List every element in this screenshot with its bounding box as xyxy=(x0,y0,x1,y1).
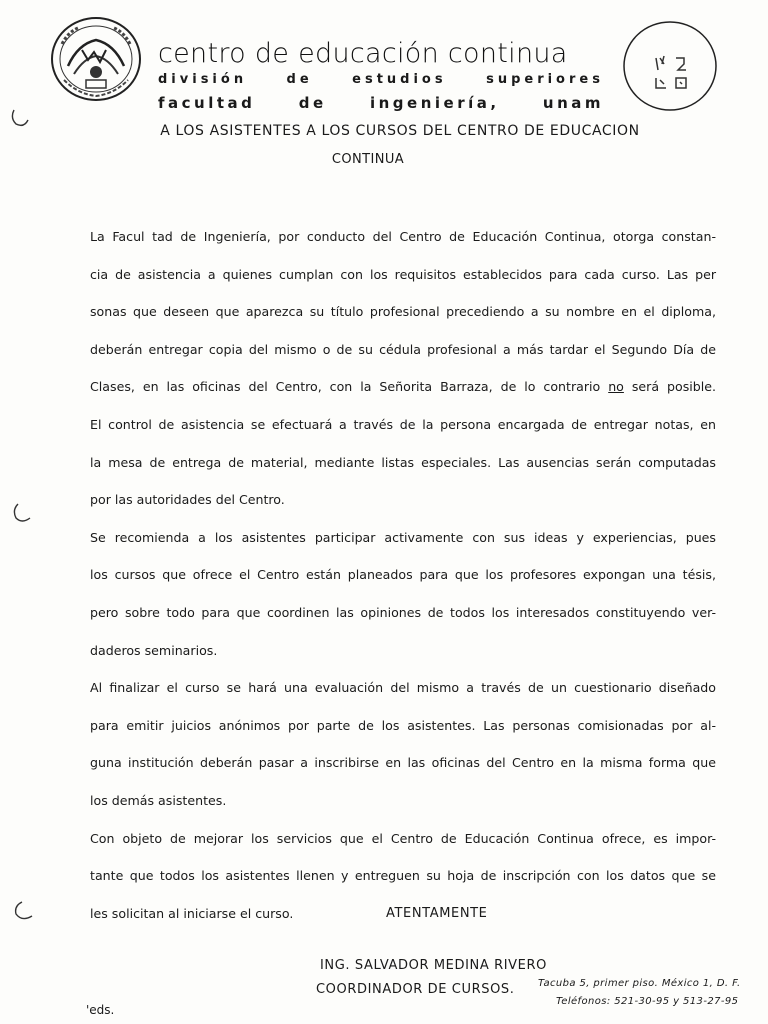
body-line: para emitir juicios anónimos por parte de los asistentes. Las personas comisionadas por al- xyxy=(90,717,716,733)
punch-hole-icon xyxy=(10,500,34,524)
body-line: deberán entregar copia del mismo o de su cédula profesional a más tardar el Segundo Día de xyxy=(90,341,716,357)
footer-mark: 'eds. xyxy=(86,1003,115,1017)
body-line: pero sobre todo para que coordinen las opiniones de todos los interesados constituyendo ver- xyxy=(90,604,716,620)
body-line: Al finalizar el curso se hará una evaluación del mismo a través de un cuestionario diseñado xyxy=(90,680,716,696)
division-word: de xyxy=(286,72,313,87)
body-line: los cursos que ofrece el Centro están planeados para que los profesores expongan una tésis, xyxy=(90,567,716,583)
address-line: Tacuba 5, primer piso. México 1, D. F. xyxy=(538,978,741,989)
signatory-role: COORDINADOR DE CURSOS. xyxy=(316,982,515,997)
letter-heading-line1: A LOS ASISTENTES A LOS CURSOS DEL CENTRO DE EDUCACION xyxy=(160,123,640,139)
body-line-text: Clases, en las oficinas del Centro, con la Señorita Barraza, de lo contrario xyxy=(90,379,601,395)
underlined-word: no xyxy=(608,379,624,395)
faculty-word: facultad xyxy=(158,94,256,112)
punch-hole-icon xyxy=(8,104,32,128)
body-line: los demás asistentes. xyxy=(90,792,227,808)
division-word: división xyxy=(158,72,248,87)
body-line: sonas que deseen que aparezca su título profesional precediendo a su nombre en el diploma, xyxy=(90,304,716,320)
letter-body xyxy=(90,218,716,932)
faculty-word: de xyxy=(298,94,327,112)
faculty-word: unam xyxy=(542,94,604,112)
division-word: estudios xyxy=(352,72,447,87)
body-line: daderos seminarios. xyxy=(90,642,218,658)
division-word: superiores xyxy=(486,72,604,87)
institution-title: centro de educación continua xyxy=(158,38,568,69)
body-line: Se recomienda a los asistentes participar activamente con sus ideas y experiencias, pues xyxy=(90,529,716,545)
closing-salutation: ATENTAMENTE xyxy=(386,906,488,921)
body-line: les solicitan al iniciarse el curso. xyxy=(90,905,294,921)
institution-division xyxy=(158,72,604,87)
body-line xyxy=(90,368,716,406)
institution-faculty xyxy=(158,94,604,112)
punch-hole-icon xyxy=(12,898,36,922)
body-line: tante que todos los asistentes llenen y entreguen su hoja de inscripción con los datos que se xyxy=(90,868,716,884)
body-line: guna institución deberán pasar a inscribirse en las oficinas del Centro en la misma forma que xyxy=(90,755,716,771)
body-line: cia de asistencia a quienes cumplan con los requisitos establecidos para cada curso. Las per xyxy=(90,266,716,282)
body-line: por las autoridades del Centro. xyxy=(90,492,285,508)
body-line: la mesa de entrega de material, mediante listas especiales. Las ausencias serán computadas xyxy=(90,454,716,470)
phone-line: Teléfonos: 521-30-95 y 513-27-95 xyxy=(556,996,739,1007)
body-line: La Facul tad de Ingeniería, por conducto del Centro de Educación Continua, otorga constan- xyxy=(90,229,716,244)
body-line: El control de asistencia se efectuará a través de la persona encargada de entregar notas, en xyxy=(90,416,716,432)
body-line-tail: será posible. xyxy=(631,379,716,395)
university-seal-icon xyxy=(48,14,144,104)
faculty-stamp-icon xyxy=(620,18,718,114)
signatory-name: ING. SALVADOR MEDINA RIVERO xyxy=(320,958,547,973)
letter-heading-line2: CONTINUA xyxy=(331,152,405,167)
body-line: Con objeto de mejorar los servicios que el Centro de Educación Continua ofrece, es impor- xyxy=(90,830,716,846)
faculty-word: ingeniería, xyxy=(369,94,500,112)
